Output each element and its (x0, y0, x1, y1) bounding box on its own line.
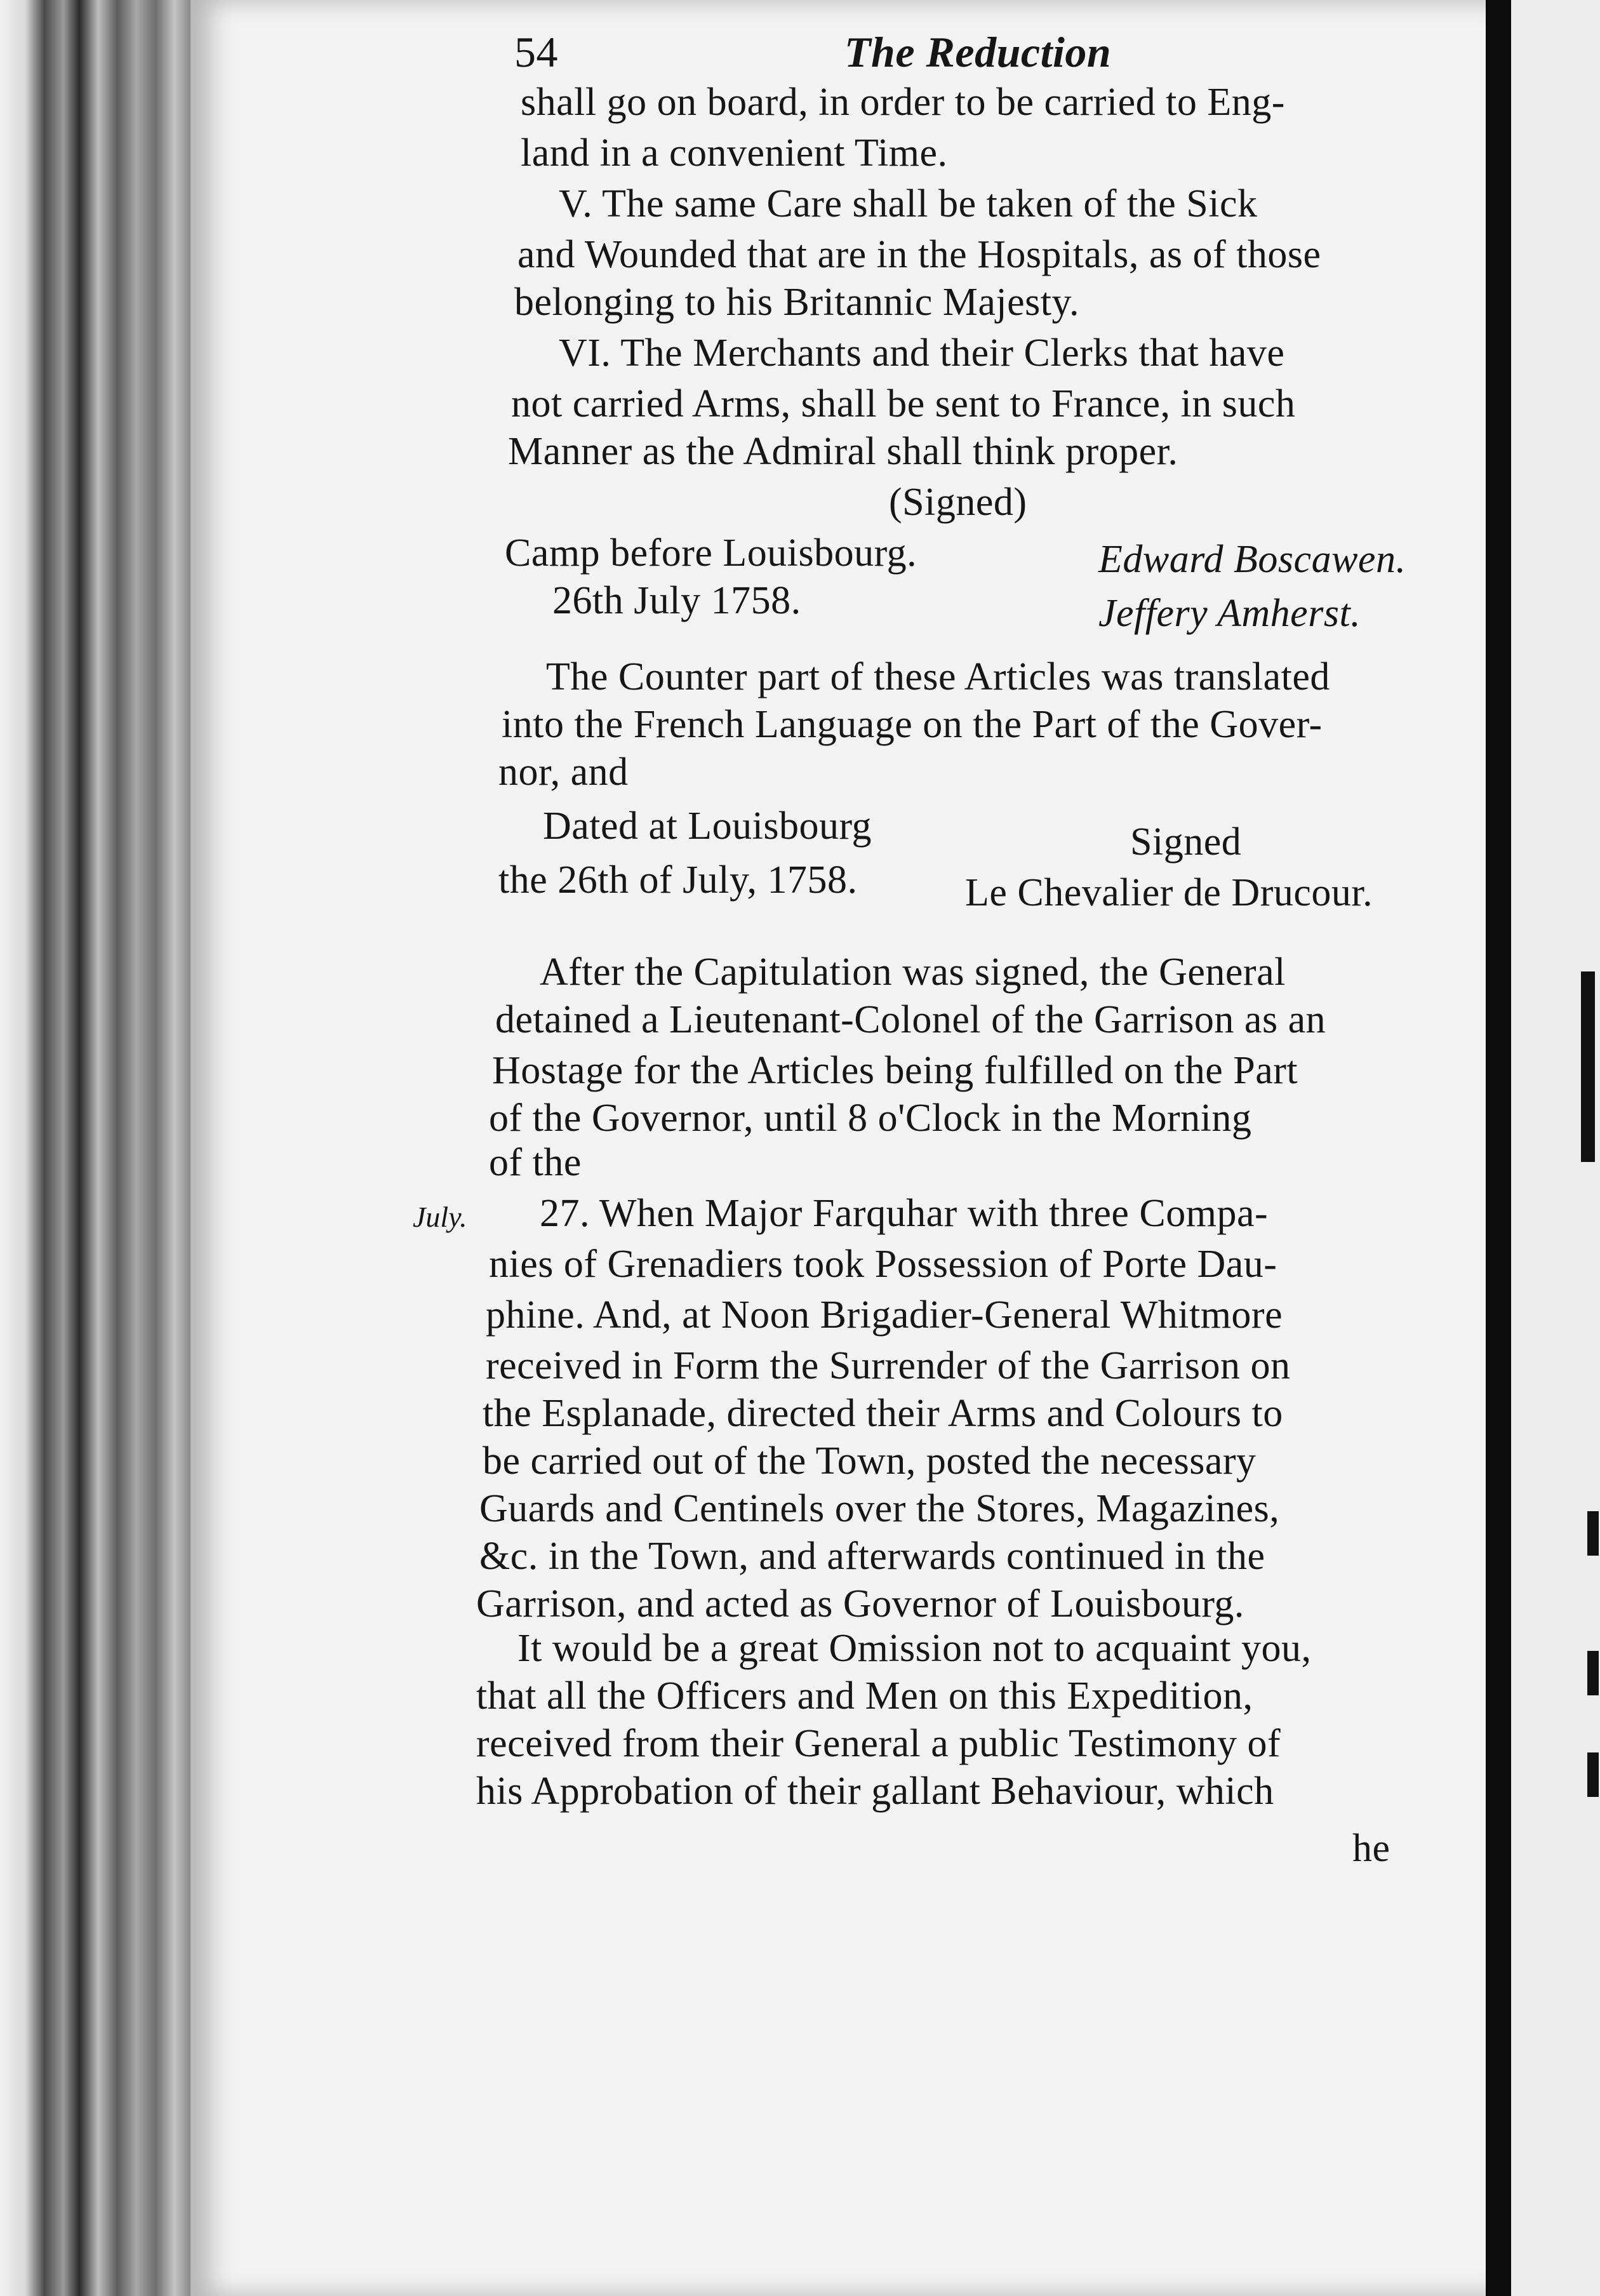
text-line: The Counter part of these Articles was translated (546, 655, 1330, 698)
text-line: received from their General a public Testimony of (476, 1722, 1281, 1765)
text-line: Manner as the Admiral shall think proper. (508, 430, 1178, 473)
signer-boscawen: Edward Boscawen. (1098, 538, 1406, 581)
text-line: V. The same Care shall be taken of the Sick (559, 182, 1258, 225)
text-line: and Wounded that are in the Hospitals, as of those (517, 233, 1321, 276)
text-line: nor, and (498, 751, 629, 794)
text-line: the Esplanade, directed their Arms and Colours to (483, 1392, 1283, 1435)
dated-signed-label: Signed (1130, 820, 1242, 864)
dated-date: the 26th of July, 1758. (498, 858, 858, 902)
signature-place: Camp before Louisbourg. (505, 531, 917, 575)
book-binding-edge (0, 0, 190, 2296)
facing-page-mark (1587, 1752, 1599, 1797)
text-line: 27. When Major Farquhar with three Compa- (540, 1192, 1269, 1235)
text-line: Guards and Centinels over the Stores, Magazines, (479, 1487, 1280, 1530)
text-line: belonging to his Britannic Majesty. (514, 281, 1079, 324)
dated-at: Dated at Louisbourg (543, 804, 872, 848)
signer-amherst: Jeffery Amherst. (1098, 592, 1361, 635)
running-title: The Reduction (844, 28, 1112, 76)
text-line: not carried Arms, shall be sent to France, in such (511, 382, 1296, 425)
signature-date: 26th July 1758. (552, 579, 801, 622)
text-line: nies of Grenadiers took Possession of Porte Dau- (489, 1243, 1277, 1286)
text-line: phine. And, at Noon Brigadier-General Whitmore (486, 1293, 1283, 1337)
text-line: VI. The Merchants and their Clerks that have (559, 331, 1285, 375)
margin-note-july: July. (413, 1201, 467, 1233)
catchword: he (1352, 1827, 1390, 1870)
signed-label: (Signed) (889, 481, 1027, 524)
text-line: his Approbation of their gallant Behaviour, which (476, 1770, 1274, 1813)
facing-page-mark (1581, 971, 1595, 1162)
page-number: 54 (514, 28, 558, 76)
text-line: detained a Lieutenant-Colonel of the Garrison as an (495, 998, 1326, 1041)
text-line: shall go on board, in order to be carried to Eng- (521, 81, 1285, 124)
text-line: Garrison, and acted as Governor of Louisbourg. (476, 1582, 1244, 1625)
text-line: land in a convenient Time. (521, 131, 948, 175)
text-line: Hostage for the Articles being fulfilled on the Part (492, 1049, 1298, 1092)
facing-page-mark (1587, 1511, 1599, 1556)
signer-drucour: Le Chevalier de Drucour. (965, 871, 1373, 914)
text-line: &c. in the Town, and afterwards continued in the (479, 1535, 1265, 1578)
facing-page-mark (1587, 1651, 1599, 1695)
page-gutter-shadow (1486, 0, 1514, 2296)
text-line: of the (489, 1141, 582, 1184)
text-line: that all the Officers and Men on this Expedition, (476, 1674, 1253, 1718)
text-line: After the Capitulation was signed, the General (540, 951, 1286, 994)
text-line: of the Governor, until 8 o'Clock in the Morning (489, 1097, 1252, 1140)
text-line: be carried out of the Town, posted the necessary (483, 1439, 1257, 1483)
text-line: into the French Language on the Part of the Gover- (502, 703, 1323, 746)
text-line: received in Form the Surrender of the Garrison on (486, 1344, 1291, 1387)
text-line: It would be a great Omission not to acquaint you, (517, 1627, 1312, 1670)
